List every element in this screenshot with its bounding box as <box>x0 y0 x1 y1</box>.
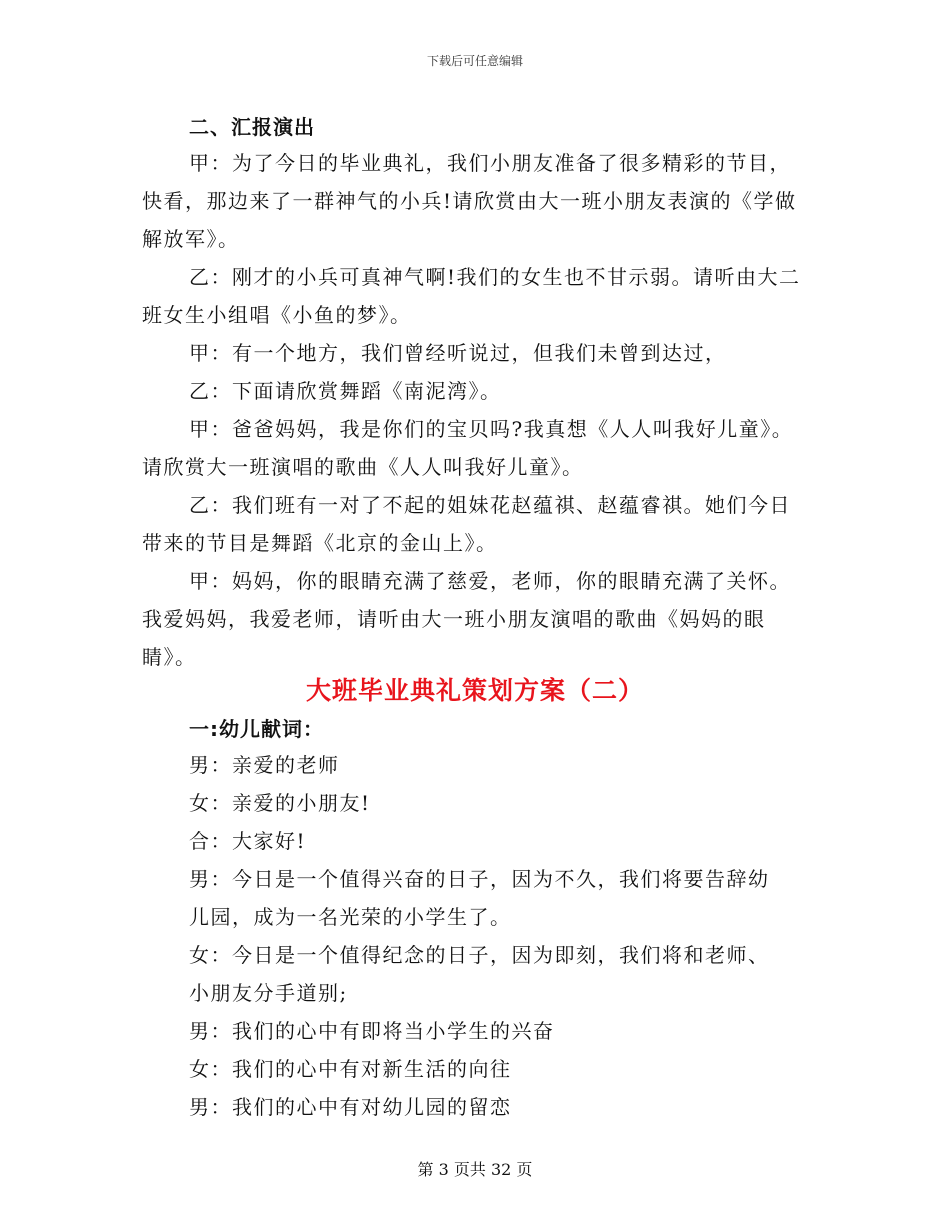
paragraph-line: 女：我们的心中有对新生活的向往 <box>189 1057 512 1081</box>
page-footer: 第 3 页共 32 页 <box>417 1160 533 1179</box>
paragraph-line: 男：亲爱的老师 <box>189 753 340 777</box>
paragraph-line: 男：我们的心中有对幼儿园的留恋 <box>189 1095 512 1119</box>
paragraph-line: 乙：刚才的小兵可真神气啊!我们的女生也不甘示弱。请听由大二 <box>189 265 801 289</box>
paragraph-line: 甲：爸爸妈妈，我是你们的宝贝吗?我真想《人人叫我好儿童》。 <box>189 417 794 441</box>
paragraph-line: 小朋友分手道别; <box>189 981 348 1005</box>
paragraph-line: 解放军》。 <box>142 227 240 251</box>
section-heading-performance: 二、汇报演出 <box>189 115 315 139</box>
paragraph-line: 我爱妈妈，我爱老师，请听由大一班小朋友演唱的歌曲《妈妈的眼 <box>142 607 766 631</box>
paragraph-line: 女：今日是一个值得纪念的日子，因为即刻，我们将和老师、 <box>189 943 770 967</box>
paragraph-line: 甲：妈妈，你的眼睛充满了慈爱，老师，你的眼睛充满了关怀。 <box>189 569 791 593</box>
paragraph-line: 请欣赏大一班演唱的歌曲《人人叫我好儿童》。 <box>142 455 584 479</box>
paragraph-line: 甲：为了今日的毕业典礼，我们小朋友准备了很多精彩的节目， <box>189 151 791 175</box>
paragraph-line: 男：我们的心中有即将当小学生的兴奋 <box>189 1019 555 1043</box>
paragraph-line: 儿园，成为一名光荣的小学生了。 <box>189 905 512 929</box>
page-header: 下载后可任意编辑 <box>426 54 523 68</box>
paragraph-line: 乙：我们班有一对了不起的姐妹花赵蕴祺、赵蕴睿祺。她们今日 <box>189 493 791 517</box>
paragraph-line: 合：大家好! <box>189 829 307 853</box>
paragraph-line: 快看，那边来了一群神气的小兵!请欣赏由大一班小朋友表演的《学做 <box>142 189 797 213</box>
paragraph-line: 女：亲爱的小朋友! <box>189 791 371 815</box>
section-heading-dedication: 一:幼儿献词： <box>189 717 324 741</box>
paragraph-line: 带来的节目是舞蹈《北京的金山上》。 <box>142 531 498 555</box>
paragraph-line: 班女生小组唱《小鱼的梦》。 <box>142 303 412 327</box>
paragraph-line: 男：今日是一个值得兴奋的日子，因为不久，我们将要告辞幼 <box>189 867 770 891</box>
document-title: 大班毕业典礼策划方案（二） <box>305 676 644 705</box>
paragraph-line: 乙：下面请欣赏舞蹈《南泥湾》。 <box>189 379 502 403</box>
paragraph-line: 睛》。 <box>142 645 197 669</box>
paragraph-line: 甲：有一个地方，我们曾经听说过，但我们未曾到达过， <box>189 341 727 365</box>
